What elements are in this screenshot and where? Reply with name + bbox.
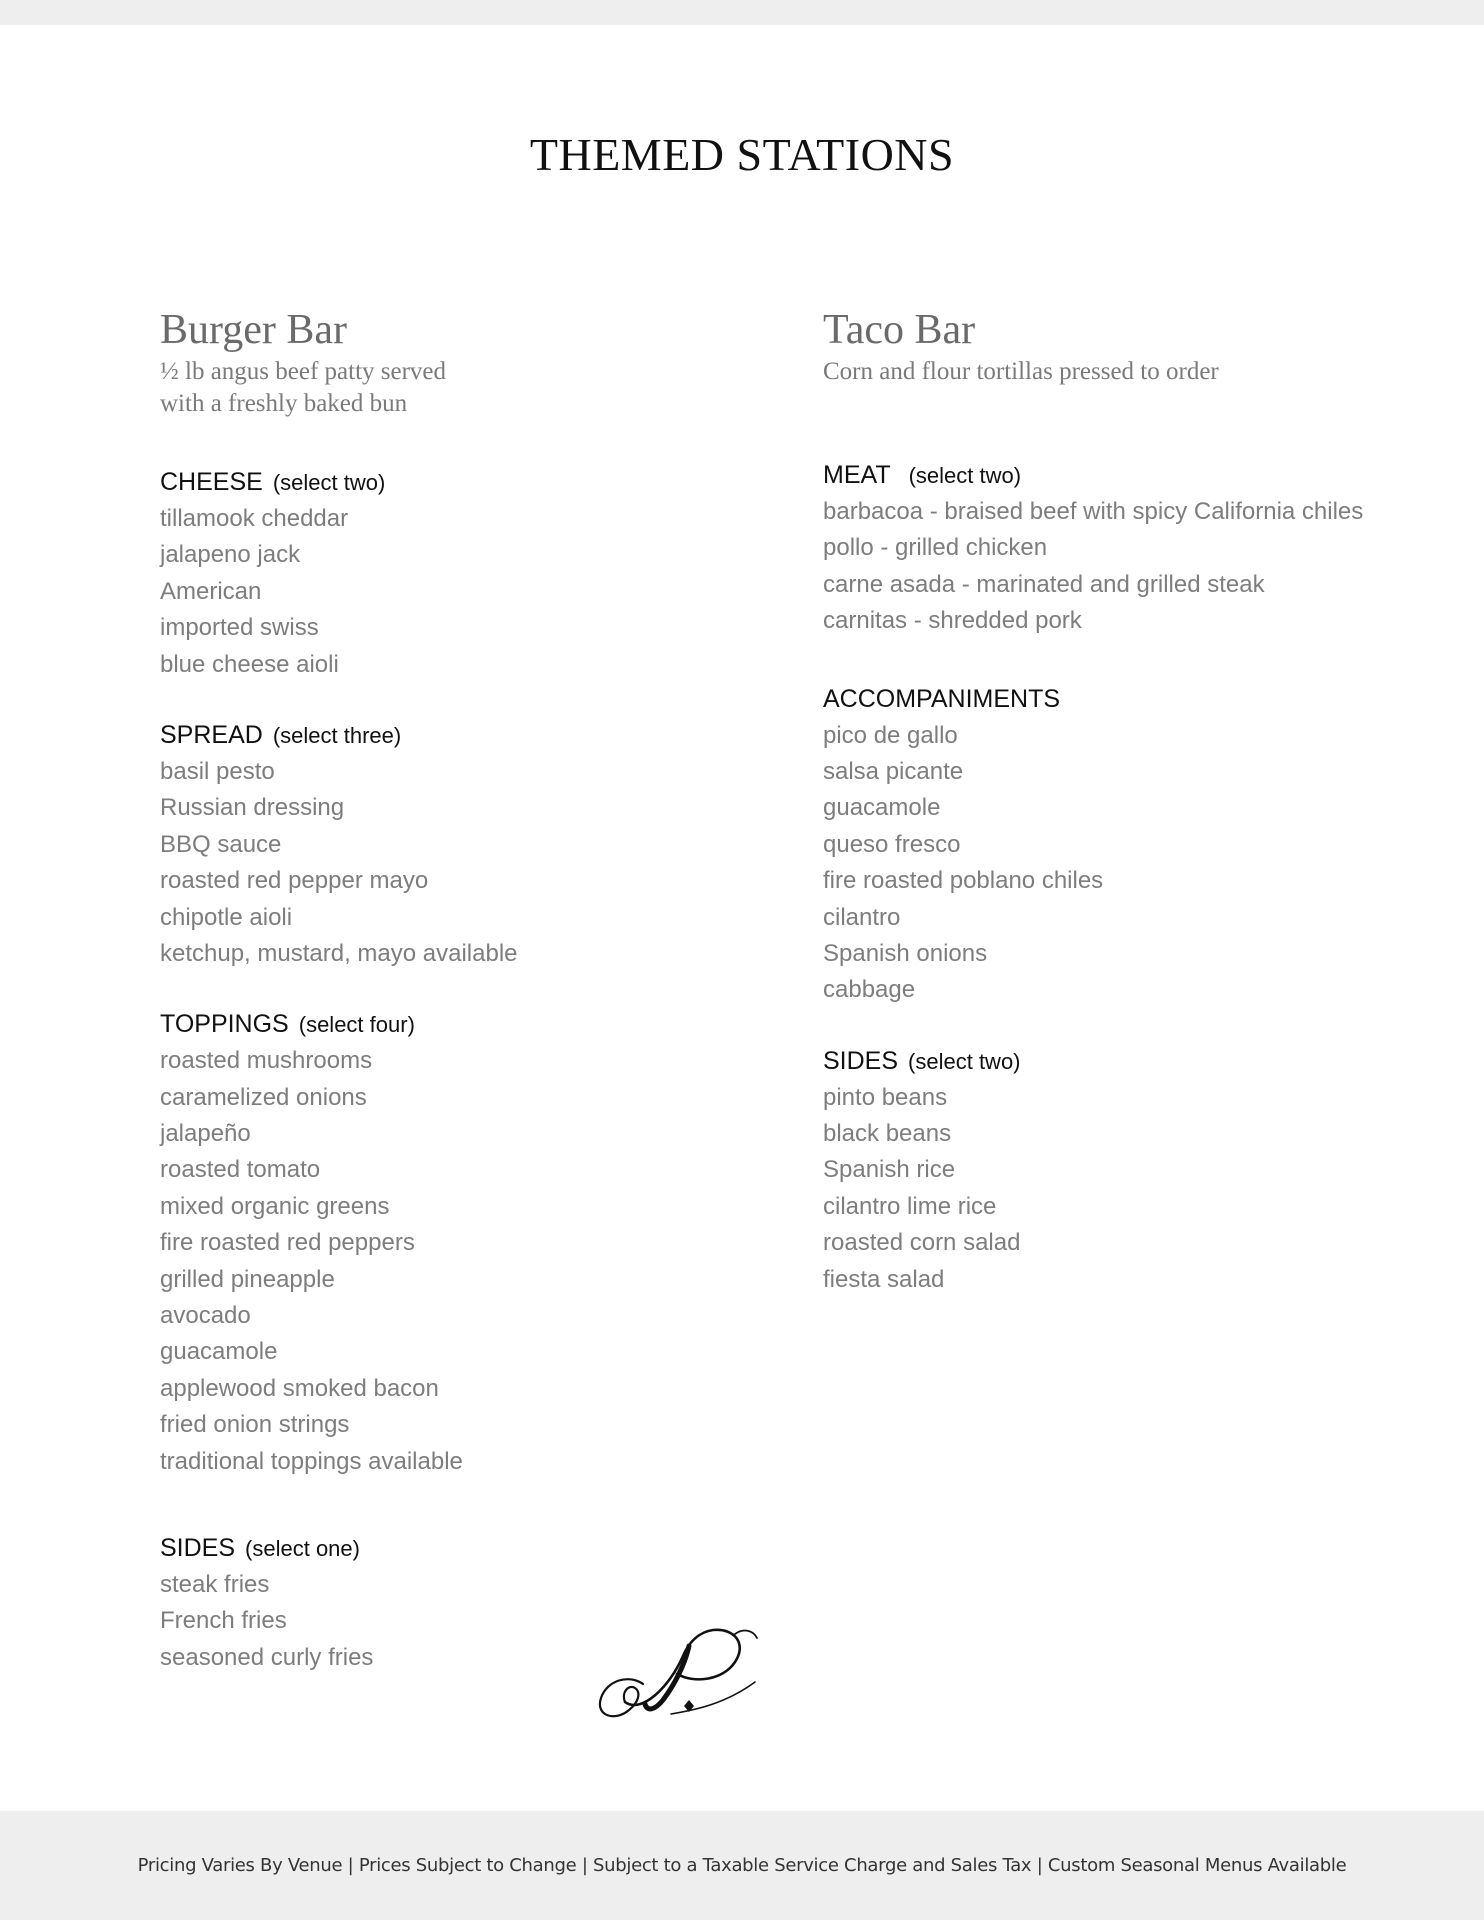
- section-note: (select two): [272, 470, 386, 495]
- section-note: (select two): [908, 1048, 1021, 1074]
- footer-disclaimer: Pricing Varies By Venue | Prices Subject to Change | Subject to a Taxable Service Charge and Sales Tax | Custom Seasonal Menus Available: [137, 1855, 1347, 1876]
- footer: [0, 1811, 1484, 1920]
- list-item: jalapeño: [160, 1120, 251, 1148]
- list-item: salsa picante: [823, 757, 964, 785]
- section-title: ACCOMPANIMENTS: [823, 684, 1061, 713]
- section-title: TOPPINGS: [160, 1010, 289, 1039]
- section-cheese: [160, 463, 800, 683]
- station-description: Corn and flour tortillas pressed to order: [823, 358, 1219, 385]
- list-item: pinto beans: [823, 1083, 948, 1111]
- section-note: (select two): [908, 463, 1022, 488]
- list-item: carne asada - marinated and grilled steak: [823, 570, 1265, 598]
- top-bar: [0, 0, 1484, 25]
- list-item: fried onion strings: [160, 1411, 350, 1439]
- list-item: French fries: [160, 1607, 287, 1635]
- section-title: CHEESE: [160, 468, 263, 496]
- list-item: black beans: [823, 1120, 952, 1148]
- section-spread: [160, 716, 800, 972]
- list-item: roasted red pepper mayo: [160, 867, 429, 895]
- list-item: BBQ sauce: [160, 830, 282, 858]
- list-item: guacamole: [160, 1338, 278, 1366]
- list-item: carnitas - shredded pork: [823, 607, 1082, 635]
- list-item: roasted mushrooms: [160, 1047, 373, 1075]
- section-header: [160, 1529, 800, 1567]
- list-item: roasted corn salad: [823, 1229, 1021, 1257]
- section-note: (select four): [298, 1012, 415, 1038]
- section-toppings: [160, 1005, 800, 1480]
- list-item: barbacoa - braised beef with spicy California chiles: [823, 498, 1364, 525]
- list-item: cabbage: [823, 976, 916, 1004]
- list-item: caramelized onions: [160, 1083, 367, 1111]
- list-item: American: [160, 577, 262, 605]
- list-item: basil pesto: [160, 757, 275, 785]
- list-item: pollo - grilled chicken: [823, 534, 1048, 562]
- list-item: Spanish rice: [823, 1156, 956, 1184]
- section-header: [160, 716, 800, 754]
- list-item: fiesta salad: [823, 1265, 945, 1293]
- station-description: ½ lb angus beef patty served with a freshly baked bun: [160, 358, 447, 417]
- list-item: cilantro: [823, 903, 901, 931]
- section-header: [823, 1042, 1463, 1080]
- section-accompaniments: [823, 680, 1463, 1009]
- list-item: blue cheese aioli: [160, 650, 339, 678]
- section-header: [823, 456, 1463, 494]
- list-item: chipotle aioli: [160, 903, 293, 931]
- list-item: avocado: [160, 1302, 251, 1330]
- station-title: Taco Bar: [823, 307, 976, 353]
- list-item: grilled pineapple: [160, 1265, 335, 1293]
- list-item: jalapeno jack: [160, 541, 301, 569]
- list-item: Spanish onions: [823, 939, 988, 967]
- section-note: (select one): [245, 1535, 360, 1561]
- list-item: steak fries: [160, 1570, 270, 1598]
- list-item: Russian dressing: [160, 794, 345, 822]
- list-item: seasoned curly fries: [160, 1643, 374, 1671]
- section-header: [160, 463, 800, 501]
- section-title: SIDES: [160, 1533, 236, 1562]
- section-title: SPREAD: [160, 720, 263, 749]
- section-note: (select three): [272, 722, 402, 748]
- station-title: Burger Bar: [160, 307, 348, 353]
- page-title: THEMED STATIONS: [529, 129, 955, 180]
- list-item: tillamook cheddar: [160, 505, 349, 532]
- list-item: queso fresco: [823, 830, 961, 858]
- list-item: traditional toppings available: [160, 1447, 463, 1475]
- list-item: applewood smoked bacon: [160, 1374, 439, 1402]
- station-burger-bar: [160, 304, 800, 1676]
- section-sides: [823, 1042, 1463, 1298]
- section-title: SIDES: [823, 1046, 899, 1075]
- list-item: ketchup, mustard, mayo available: [160, 939, 518, 967]
- list-item: fire roasted poblano chiles: [823, 867, 1104, 895]
- list-item: pico de gallo: [823, 721, 958, 749]
- section-title: MEAT: [823, 461, 891, 489]
- station-taco-bar: [823, 304, 1463, 1298]
- list-item: imported swiss: [160, 614, 319, 642]
- list-item: fire roasted red peppers: [160, 1229, 415, 1257]
- script-p-monogram-icon: [585, 1618, 785, 1728]
- list-item: roasted tomato: [160, 1156, 321, 1184]
- list-item: guacamole: [823, 794, 941, 822]
- list-item: mixed organic greens: [160, 1192, 390, 1220]
- section-header: [823, 680, 1463, 718]
- list-item: cilantro lime rice: [823, 1192, 997, 1220]
- section-meat: [823, 456, 1463, 640]
- section-header: [160, 1005, 800, 1043]
